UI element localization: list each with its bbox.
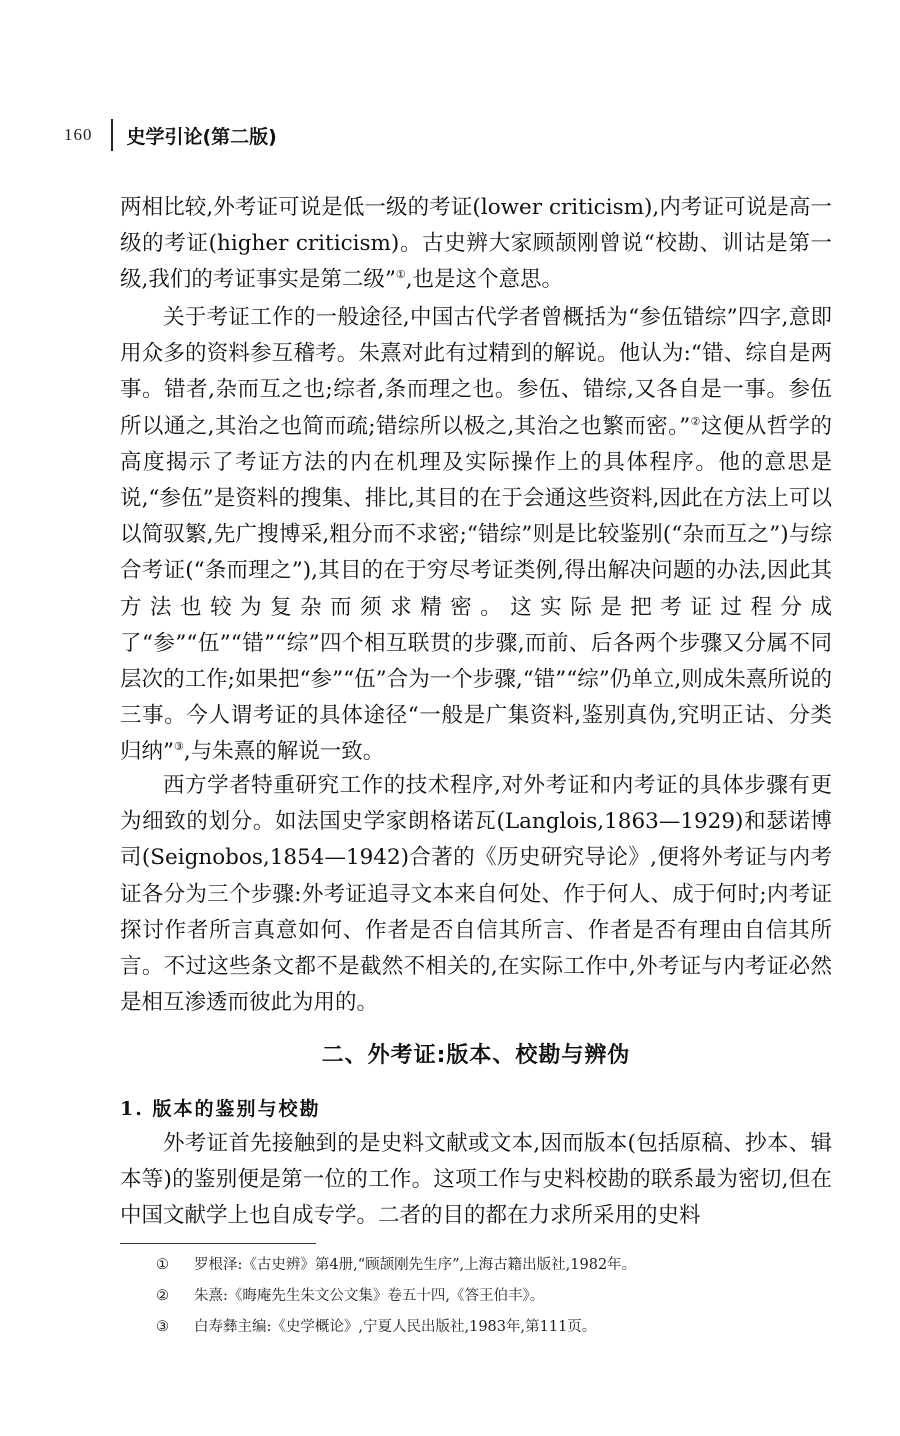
footnote-divider xyxy=(120,1243,316,1244)
footnote-item xyxy=(156,1312,836,1343)
paragraph-1 xyxy=(120,190,832,299)
page-number: 160 xyxy=(64,125,93,144)
paragraph-2-text-c: ,与朱熹的解说一致。 xyxy=(183,739,385,765)
footnote-item xyxy=(156,1281,836,1312)
paragraph-3-text: 西方学者特重研究工作的技术程序,对外考证和内考证的具体步骤有更为细致的划分。如法国史学家朗格诺瓦(Langlois,1863—1929)和瑟诺博司(Seignobos,1854—1942)合著的《历史研究导论》,便将外考证与内考证各分为三个步骤:外考证追寻文本来自何处、作于何人、成于何时;内考证探讨作者所言真意如何、作者是否自信其所言、作者是否有理由自信其所言。不过这些条文都不是截然不相关的,在实际工作中,外考证与内考证必然是相互渗透而彼此为用的。 xyxy=(120,773,832,1016)
footnote-text: 罗根泽:《古史辨》第4册,“顾颉刚先生序”,上海古籍出版社,1982年。 xyxy=(194,1257,637,1273)
paragraph-1-text-b: ,也是这个意思。 xyxy=(405,267,564,293)
footnote-ref-2: ② xyxy=(690,414,701,428)
paragraph-2-text-b: 这便从哲学的高度揭示了考证方法的内在机理及实际操作上的具体程序。他的意思是说,“参伍”是资料的搜集、排比,其目的在于会通这些资料,因此在方法上可以以简驭繁,先广搜博采,粗分而不求密;“错综”则是比较鉴别(“杂而互之”)与综合考证(“条而理之”),其目的在于穷尽考证类例,得出解决问题的办法,因此其方法也较为复杂而须求精密。这实际是把考证过程分成了“参”“伍”“错”“综”四个相互联贯的步骤,而前、后各两个步骤又分属不同层次的工作;如果把“参”“伍”合为一个步骤,“错”“综”仍单立,则成朱熹所说的三事。今人谓考证的具体途径“一般是广集资料,鉴别真伪,究明正诂、分类归纳” xyxy=(120,413,832,765)
footnote-mark: ② xyxy=(156,1288,169,1304)
running-header xyxy=(64,118,277,152)
footnote-text: 朱熹:《晦庵先生朱文公文集》卷五十四,《答王伯丰》。 xyxy=(194,1288,545,1304)
paragraph-1-text-a: 两相比较,外考证可说是低一级的考证(lower criticism),内考证可说是高一级的考证(higher criticism)。古史辨大家顾颉刚曾说“校勘、训诂是第一级,我们的考证事实是第二级” xyxy=(120,195,832,293)
paragraph-4-text: 外考证首先接触到的是史料文献或文本,因而版本(包括原稿、抄本、辑本等)的鉴别便是第一位的工作。这项工作与史料校勘的联系最为密切,但在中国文献学上也自成专学。二者的目的都在力求所采用的史料 xyxy=(120,1131,832,1229)
footnote-item xyxy=(156,1250,836,1281)
footnote-mark: ① xyxy=(156,1257,169,1273)
paragraph-3 xyxy=(120,768,832,1021)
paragraph-4 xyxy=(120,1126,832,1235)
section-heading: 二、外考证:版本、校勘与辨伪 xyxy=(321,1043,631,1068)
footnote-text: 白寿彝主编:《史学概论》,宁夏人民出版社,1983年,第111页。 xyxy=(194,1319,597,1335)
paragraph-2-text-a: 关于考证工作的一般途径,中国古代学者曾概括为“参伍错综”四字,意即用众多的资料参互稽考。朱熹对此有过精到的解说。他认为:“错、综自是两事。错者,杂而互之也;综者,条而理之也。参伍、错综,又各自是一事。参伍所以通之,其治之也简而疏;错综所以极之,其治之也繁而密。” xyxy=(120,305,832,439)
subsection-heading: 1. 版本的鉴别与校勘 xyxy=(120,1098,321,1120)
footnote-ref-1: ① xyxy=(395,268,406,282)
footnote-mark: ③ xyxy=(156,1319,169,1335)
paragraph-2 xyxy=(120,300,832,771)
header-divider xyxy=(111,119,113,151)
footnotes xyxy=(156,1250,836,1343)
book-title: 史学引论(第二版) xyxy=(126,125,277,148)
footnote-ref-3: ③ xyxy=(174,740,184,754)
